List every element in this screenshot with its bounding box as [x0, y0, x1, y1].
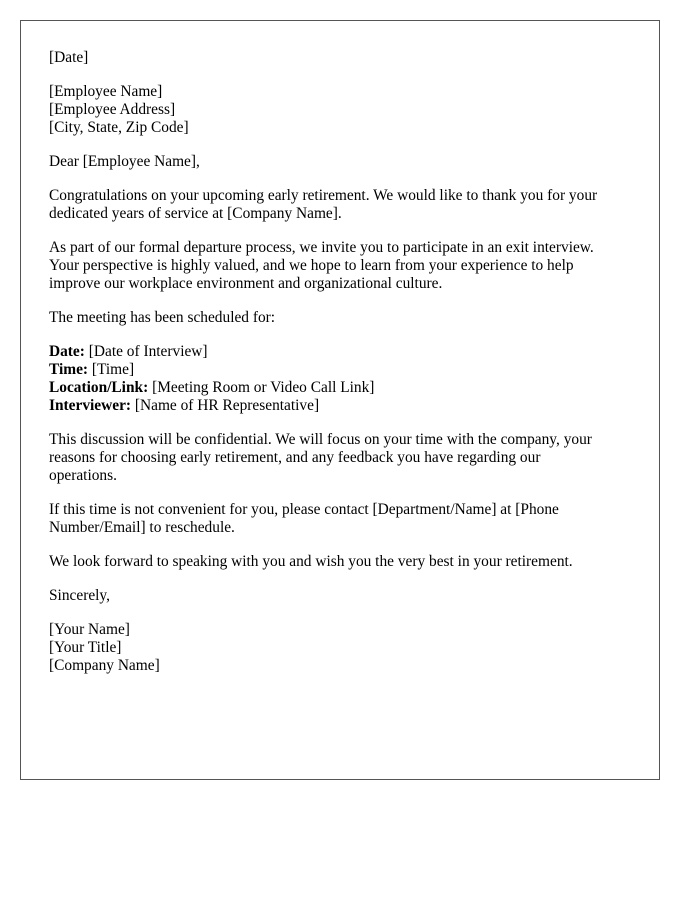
recipient-city-state-zip: [City, State, Zip Code] [49, 119, 189, 136]
paragraph-line: As part of our formal departure process, we invite you to participate in an exit interview. [49, 239, 594, 256]
schedule-location-value: [Meeting Room or Video Call Link] [148, 379, 375, 396]
letter-page [20, 20, 660, 780]
paragraph-line: Your perspective is highly valued, and we hope to learn from your experience to help [49, 257, 574, 274]
paragraph-line: Congratulations on your upcoming early retirement. We would like to thank you for your [49, 187, 598, 204]
paragraph-line: Number/Email] to reschedule. [49, 519, 235, 536]
schedule-interviewer-row [49, 397, 631, 415]
meeting-schedule-details [49, 343, 631, 415]
signature-title: [Your Title] [49, 639, 122, 656]
salutation [49, 153, 631, 171]
paragraph-line: improve our workplace environment and organizational culture. [49, 275, 443, 292]
paragraph-line: operations. [49, 467, 117, 484]
closing-text: Sincerely, [49, 587, 110, 604]
signature-name: [Your Name] [49, 621, 130, 638]
schedule-location-row [49, 379, 631, 397]
paragraph-congratulations [49, 187, 631, 223]
paragraph-line: We look forward to speaking with you and wish you the very best in your retirement. [49, 553, 573, 570]
recipient-address: [Employee Address] [49, 101, 176, 118]
letter-date [49, 49, 631, 67]
date-text: [Date] [49, 49, 89, 66]
paragraph-confidentiality [49, 431, 631, 485]
paragraph-line: If this time is not convenient for you, please contact [Department/Name] at [Phone [49, 501, 559, 518]
recipient-name: [Employee Name] [49, 83, 163, 100]
paragraph-exit-interview [49, 239, 631, 293]
schedule-date-row [49, 343, 631, 361]
schedule-time-label: Time: [49, 361, 89, 378]
signature-company: [Company Name] [49, 657, 160, 674]
schedule-interviewer-value: [Name of HR Representative] [131, 397, 320, 414]
paragraph-schedule-intro [49, 309, 631, 327]
schedule-date-value: [Date of Interview] [84, 343, 208, 360]
recipient-address-block [49, 83, 631, 137]
salutation-text: Dear [Employee Name], [49, 153, 200, 170]
schedule-date-label: Date: [49, 343, 85, 360]
paragraph-line: This discussion will be confidential. We will focus on your time with the company, your [49, 431, 592, 448]
schedule-interviewer-label: Interviewer: [49, 397, 132, 414]
signature-block [49, 621, 631, 675]
schedule-time-row [49, 361, 631, 379]
paragraph-line: dedicated years of service at [Company Name]. [49, 205, 342, 222]
paragraph-line: reasons for choosing early retirement, and any feedback you have regarding our [49, 449, 541, 466]
schedule-time-value: [Time] [88, 361, 135, 378]
paragraph-closing-wishes [49, 553, 631, 571]
complimentary-close [49, 587, 631, 605]
paragraph-line: The meeting has been scheduled for: [49, 309, 276, 326]
schedule-location-label: Location/Link: [49, 379, 149, 396]
paragraph-reschedule [49, 501, 631, 537]
